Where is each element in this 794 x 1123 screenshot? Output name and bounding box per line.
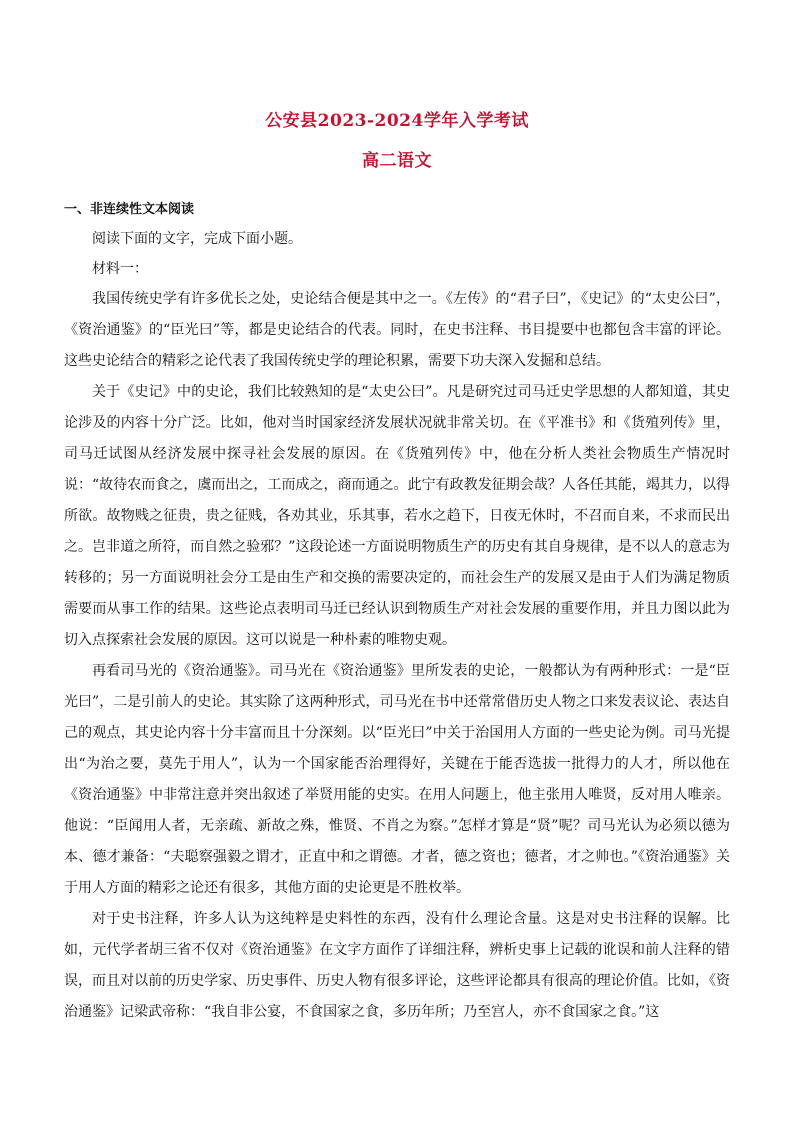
document-body <box>64 200 730 1028</box>
exam-subject: 高二语文 <box>362 151 432 171</box>
paragraph-4: 对于史书注释，许多人认为这纯粹是史料性的东西，没有什么理论含量。这是对史书注释的误解。比如，元代学者胡三省不仅对《资治通鉴》在文字方面作了详细注释，辨析史事上记载的讹误和前人注释的错误，而且对以前的历史学家、历史事件、历史人物有很多评论，这些评论都具有很高的理论价值。比如，《资治通鉴》记梁武帝称：“我自非公宴，不食国家之食，多历年所；乃至宫人，亦不食国家之食。”这 <box>64 911 730 1020</box>
instruction-text: 阅读下面的文字，完成下面小题。 <box>92 231 302 247</box>
exam-title: 公安县2023-2024学年入学考试 <box>265 111 529 131</box>
section-heading: 一、非连续性文本阅读 <box>64 202 195 217</box>
paragraph-3: 再看司马光的《资治通鉴》。司马光在《资治通鉴》里所发表的史论，一般都认为有两种形式：一是“臣光曰”，二是引前人的史论。其实除了这两种形式，司马光在书中还常常借历史人物之口来发表议论、表达自己的观点，其史论内容十分丰富而且十分深刻。以“臣光曰”中关于治国用人方面的一些史论为例。司马光提出“为治之要，莫先于用人”，认为一个国家能否治理得好，关键在于能否选拔一批得力的人才，所以他在《资治通鉴》中非常注意并突出叙述了举贤用能的史实。在用人问题上，他主张用人唯贤，反对用人唯亲。他说：“臣闻用人者，无亲疏、新故之殊，惟贤、不肖之为察。”怎样才算是“贤”呢？司马光认为必须以德为本、德才兼备：“夫聪察强毅之谓才，正直中和之谓德。才者，德之资也；德者，才之帅也。”《资治通鉴》关于用人方面的精彩之论还有很多，其他方面的史论更是不胜枚举。 <box>64 663 730 896</box>
paragraph-1: 我国传统史学有许多优长之处，史论结合便是其中之一。《左传》的“君子曰”，《史记》的“太史公曰”，《资治通鉴》的“臣光曰”等，都是史论结合的代表。同时，在史书注释、书目提要中也都包含丰富的评论。这些史论结合的精彩之论代表了我国传统史学的理论积累，需要下功夫深入发掘和总结。 <box>64 291 730 369</box>
material-label: 材料一： <box>92 261 148 277</box>
paragraph-2: 关于《史记》中的史论，我们比较熟知的是“太史公曰”。凡是研究过司马迁史学思想的人都知道，其史论涉及的内容十分广泛。比如，他对当时国家经济发展状况就非常关切。在《平准书》和《货殖列传》里，司马迁试图从经济发展中探寻社会发展的原因。在《货殖列传》中，他在分析人类社会物质生产情况时说：“故待农而食之，虞而出之，工而成之，商而通之。此宁有政教发征期会哉？人各任其能，竭其力，以得所欲。故物贱之征贵，贵之征贱，各劝其业，乐其事，若水之趋下，日夜无休时，不召而自来，不求而民出之。岂非道之所符，而自然之验邪？”这段论述一方面说明物质生产的历史有其自身规律，是不以人的意志为转移的；另一方面说明社会分工是由生产和交换的需要决定的，而社会生产的发展又是由于人们为满足物质需要而从事工作的结果。这些论点表明司马迁已经认识到物质生产对社会发展的重要作用，并且力图以此为切入点探索社会发展的原因。这可以说是一种朴素的唯物史观。 <box>64 384 730 648</box>
